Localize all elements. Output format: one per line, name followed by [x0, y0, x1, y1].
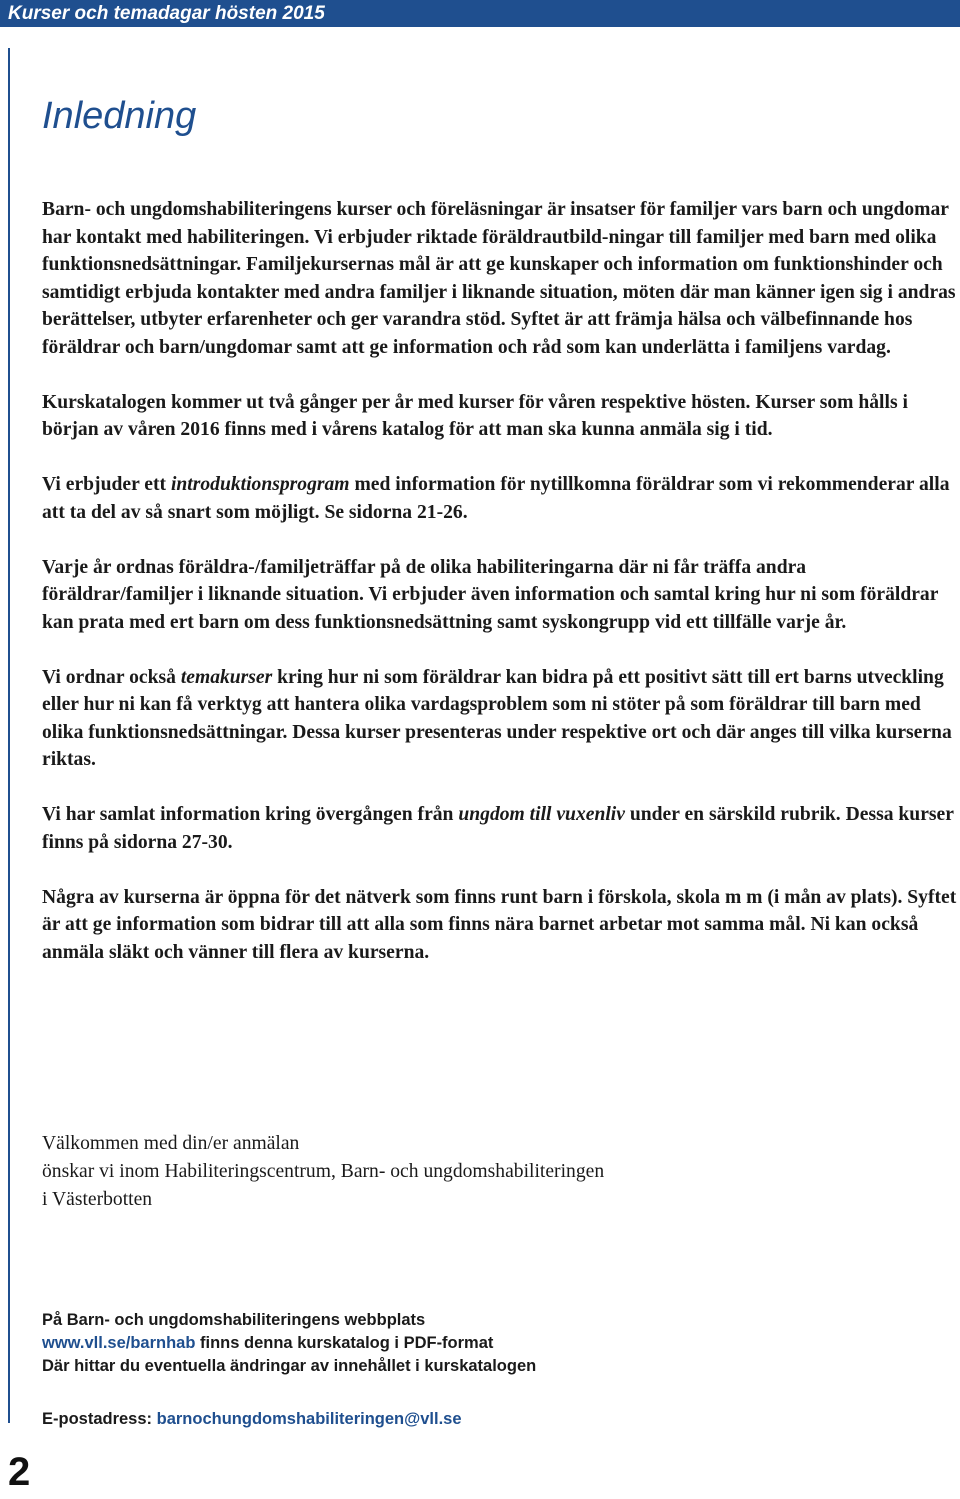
website-info-line: Där hittar du eventuella ändringar av innehållet i kurskatalogen — [42, 1357, 537, 1375]
paragraph-intro-program — [42, 471, 960, 526]
paragraph-catalog: Kurskatalogen kommer ut två gånger per år med kurser för våren respektive hösten. Kurser som hålls i början av våren 2016 finns med i vårens katalog för att man ska kunna anmäla sig i tid. — [42, 391, 908, 440]
closing-greeting — [42, 1130, 942, 1214]
email-link[interactable]: barnochungdomshabiliteringen@vll.se — [156, 1410, 462, 1428]
website-link[interactable]: www.vll.se/barnhab — [42, 1334, 196, 1352]
paragraph-youth-to-adult — [42, 801, 960, 856]
body-text — [42, 196, 960, 994]
email-label: E-postadress: — [42, 1410, 157, 1428]
left-margin-rule — [8, 48, 10, 1423]
paragraph-family-meetings: Varje år ordnas föräldra-/familjeträffar på de olika habiliteringarna där ni får träffa andra föräldrar/familjer i liknande situation. Vi erbjuder även information och samtal kring hur ni som föräldrar kan prata med ert barn om dess funktionsnedsättning samt syskongrupp vid ett tillfälle varje år. — [42, 556, 939, 633]
text-segment: med information för nytillkomna föräldrar som vi rekommenderar alla att ta del av så snart som möjligt. Se sidorna 21-26. — [42, 474, 950, 523]
website-info-line: På Barn- och ungdomshabiliteringens webbplats — [42, 1311, 426, 1329]
text-segment: Vi ordnar också — [42, 666, 181, 688]
closing-line: i Västerbotten — [42, 1189, 153, 1210]
paragraph-intro: Barn- och ungdomshabiliteringens kurser och föreläsningar är insatser för familjer vars barn och ungdomar har kontakt med habiliteringen. Vi erbjuder riktade föräldrautbild-ningar till familjer med barn med olika funktionsnedsättningar. Familjekursernas mål är att ge kunskaper och information om funktionshinder och samtidigt erbjuda kontakter med andra familjer i liknande situation, möten där man känner igen sig i andras berättelser, utbyter erfarenheter och ger varandra stöd. Syftet är att främja hälsa och välbefinnande hos föräldrar och barn/ungdomar samt att ge information och råd som kan underlätta i familjens vardag. — [42, 199, 956, 358]
paragraph-network: Några av kurserna är öppna för det nätverk som finns runt barn i förskola, skola m m (i mån av plats). Syftet är att ge information som bidrar till att alla som finns nära barnet arbetar mot samma mål. Ni kan också anmäla släkt och vänner till flera av kurserna. — [42, 886, 957, 963]
closing-line: Välkommen med din/er anmälan — [42, 1133, 300, 1154]
website-info — [42, 1309, 942, 1378]
text-segment: under en särskild rubrik. Dessa kurser finns på sidorna 27-30. — [42, 804, 954, 853]
chapter-title: Inledning — [42, 95, 197, 137]
website-info-text: finns denna kurskatalog i PDF-format — [195, 1334, 494, 1352]
text-segment: kring hur ni som föräldrar kan bidra på ett positivt sätt till ert barns utveckling eller hur ni kan få verktyg att hantera olika vardagsproblem som ni stöter på som föräldrar till barn med olika funktionsnedsättningar. Dessa kurser presenteras under respektive ort och där anges till vilka kurserna riktas. — [42, 666, 952, 770]
text-segment: Vi har samlat information kring övergången från — [42, 804, 459, 825]
email-info — [42, 1408, 942, 1431]
page-number: 2 — [8, 1450, 31, 1494]
website-info-line — [42, 1332, 942, 1355]
closing-line: önskar vi inom Habiliteringscentrum, Barn- och ungdomshabiliteringen — [42, 1161, 605, 1182]
paragraph-theme-courses — [42, 664, 960, 774]
emphasis-ungdom-till-vuxenliv: ungdom till vuxenliv — [458, 804, 625, 825]
text-segment: Vi erbjuder ett — [42, 474, 171, 495]
emphasis-temakurser: temakurser — [180, 666, 273, 688]
running-header-title: Kurser och temadagar hösten 2015 — [8, 3, 325, 24]
running-header — [0, 0, 960, 27]
emphasis-introduktionsprogram: introduktionsprogram — [170, 474, 350, 495]
